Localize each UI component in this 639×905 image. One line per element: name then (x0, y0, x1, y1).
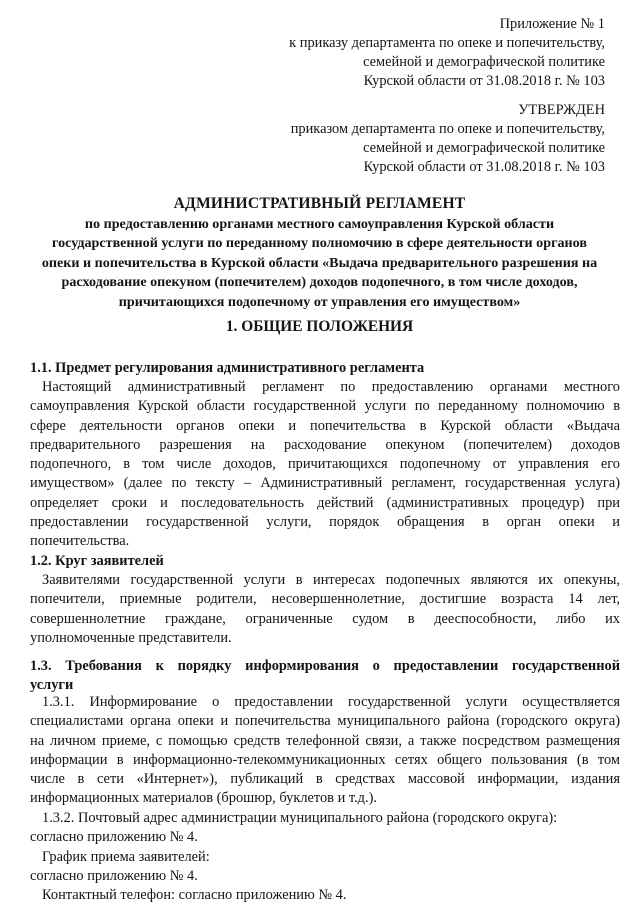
heading-line: услуги (30, 677, 74, 694)
paragraph-line: Настоящий административный регламент по предоставлению органами местного (42, 379, 620, 395)
paragraph-line: определяет сроки и последовательность действий (административных процедур) при (30, 494, 620, 511)
paragraph-line: Контактный телефон: согласно приложению № 4. (42, 887, 347, 904)
paragraph-line: 1.3.2. Почтовый адрес администрации муниципального района (городского округа): (42, 810, 558, 826)
paragraph-line: 1.3.1. Информирование о предоставлении государственной услуги осуществляется (42, 694, 620, 710)
paragraph-line: числе в сети «Интернет»), публикаций в средствах массовой информации, издания (30, 771, 620, 788)
paragraph-line: информационных материалов (брошюр, буклетов и т.д.). (30, 790, 377, 807)
subtitle-line: государственной услуги по переданному полномочию в сфере деятельности органов (52, 235, 587, 252)
approved-line: приказом департамента по опеке и попечительству, (290, 121, 605, 137)
section-1-2-heading: 1.2. Круг заявителей (30, 553, 164, 569)
section-1-3-1-paragraph (30, 693, 620, 809)
paragraph-line: имуществом» (далее по тексту – Административный регламент, государственная услуга) (30, 475, 620, 492)
section-1-1-heading: 1.1. Предмет регулирования административного регламента (30, 360, 425, 376)
paragraph-line: попечительства. (30, 533, 130, 550)
annex-line: к приказу департамента по опеке и попечительству, (289, 35, 605, 51)
subtitle-line: расходование опекуном (попечителем) доходов подопечного, в том числе доходов, (61, 274, 578, 291)
subtitle-line: опеки и попечительства в Курской области «Выдача предварительного разрешения на (41, 254, 598, 271)
paragraph-line: подопечного, в том числе доходов, причитающихся подопечному от управления его (30, 456, 620, 473)
paragraph-line: попечители, приемные родители, несовершеннолетние, достигшие возраста 14 лет, (30, 591, 620, 608)
paragraph-line: на личном приеме, с помощью средств телефонной связи, а также посредством размещения (30, 732, 620, 749)
annex-line: Курской области от 31.08.2018 г. № 103 (363, 73, 605, 89)
document-title: АДМИНИСТРАТИВНЫЙ РЕГЛАМЕНТ (173, 195, 466, 212)
approved-line: семейной и демографической политике (363, 140, 605, 156)
subtitle-line: по предоставлению органами местного самоуправления Курской области (84, 216, 555, 232)
document-subtitle (20, 215, 619, 312)
section-1-title: 1. ОБЩИЕ ПОЛОЖЕНИЯ (225, 318, 414, 335)
approved-line: Курской области от 31.08.2018 г. № 103 (363, 159, 605, 175)
section-1-1-paragraph (30, 378, 620, 552)
paragraph-line: предварительного разрешения на расходование опекуном (попечителем) доходов (30, 436, 620, 453)
approved-header (291, 101, 605, 177)
annex-header (289, 15, 605, 91)
paragraph-line: сфере деятельности органов опеки и попечительства в Курской области «Выдача (30, 417, 620, 434)
paragraph-line: согласно приложению № 4. (30, 829, 198, 846)
paragraph-line: совершеннолетние граждане, ограниченные судом в дееспособности, либо их (30, 610, 620, 627)
paragraph-line: самоуправления Курской области государственной услуги по переданному полномочию в (30, 398, 620, 415)
paragraph-line: График приема заявителей: (42, 848, 210, 865)
annex-line: семейной и демографической политике (363, 54, 605, 70)
paragraph-line: уполномоченные представители. (30, 629, 232, 646)
paragraph-line: Заявителями государственной услуги в интересах подопечных являются их опекуны, (42, 572, 620, 588)
section-1-3-2-paragraph (30, 809, 557, 905)
section-1-3-heading (30, 657, 620, 696)
subtitle-line: причитающихся подопечному от управления его имуществом» (118, 293, 521, 310)
paragraph-line: предоставлении государственной услуги, порядок обращения в орган опеки и (30, 514, 620, 531)
annex-line: Приложение № 1 (499, 16, 605, 32)
paragraph-line: согласно приложению № 4. (30, 867, 198, 884)
paragraph-line: информации в информационно-телекоммуникационных сетях общего пользования (в том (30, 751, 620, 768)
heading-line: 1.3. Требования к порядку информирования о предоставлении государственной (30, 658, 620, 674)
paragraph-line: специалистами органа опеки и попечительства муниципального района (городского округа) (30, 713, 620, 730)
section-1-2-paragraph (30, 571, 620, 648)
approved-line: УТВЕРЖДЕН (518, 102, 605, 118)
